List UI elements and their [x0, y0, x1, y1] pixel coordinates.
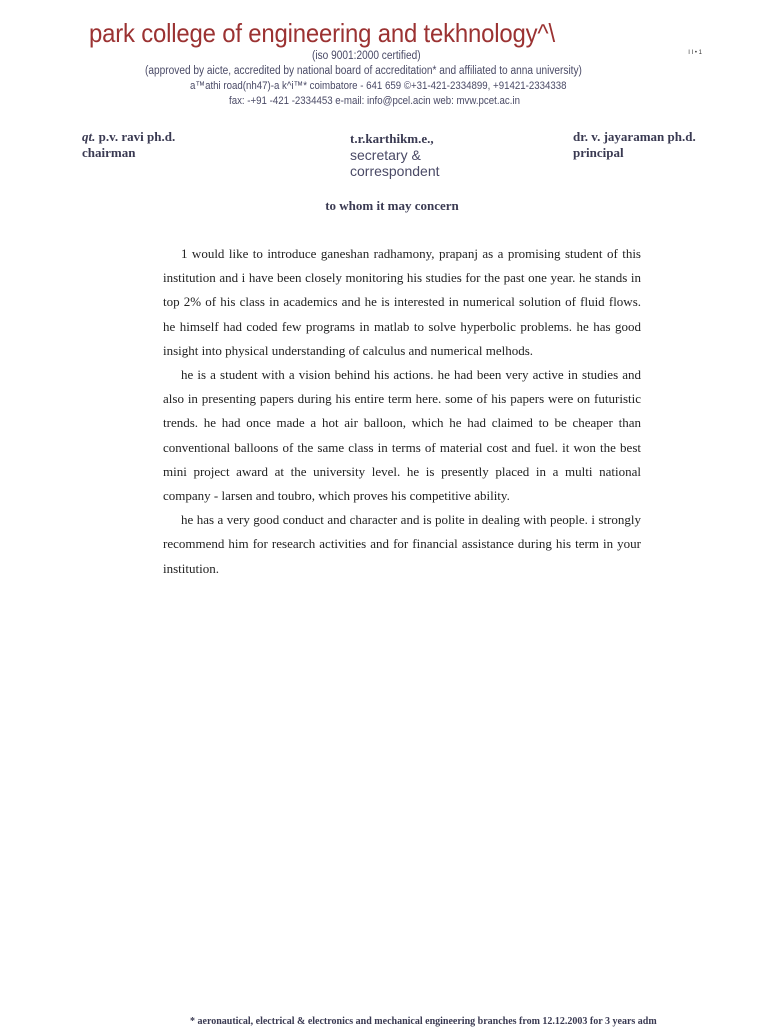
- principal-block: [573, 129, 696, 161]
- body-paragraph-2: he is a student with a vision behind his actions. he had been very active in studies and also in presenting papers during his entire term here. some of his papers were on futuristic trends. he had once made a hot air balloon, which he had claimed to be cheaper than conventional balloons of the same class in terms of material cost and fuel. it won the best mini project award at the university level. he is presently placed in a multi national company - larsen and toubro, which proves his competitive ability.: [163, 367, 641, 504]
- contact-line: fax: -+91 -421 -2334453 e-mail: info@pcel.acin web: mvw.pcet.ac.in: [229, 95, 520, 107]
- chairman-prefix: qt.: [82, 129, 96, 144]
- college-name: park college of engineering and tekhnology^\: [89, 18, 555, 48]
- letter-subject: to whom it may concern: [325, 198, 459, 213]
- chairman-role: chairman: [82, 145, 136, 160]
- chairman-name: [82, 129, 175, 145]
- address-line: a™athi road(nh47)-a k^i™* coimbatore - 641 659 ©+31-421-2334899, +91421-2334338: [190, 80, 567, 92]
- chairman-name-text: p.v. ravi ph.d.: [98, 129, 176, 144]
- body-paragraph-1: 1 would like to introduce ganeshan radhamony, prapanj as a promising student of this institution and i have been closely monitoring his studies for the past one year. he stands in top 2% of his class in academics and he is interested in numerical solution of fluid flows. he himself had coded few programs in matlab to solve hyperbolic problems. he has good insight into physical understanding of calculus and numerical melhods.: [163, 246, 641, 358]
- approval-line: (approved by aicte, accredited by national board of accreditation* and affiliated to anna university): [145, 65, 582, 77]
- secretary-name: t.r.karthikm.e.,: [350, 131, 434, 146]
- corner-mark: I I • 1: [688, 50, 702, 56]
- footer-note: * aeronautical, electrical & electronics and mechanical engineering branches from 12.12.2003 for 3 years adm: [190, 1016, 657, 1027]
- chairman-block: [82, 129, 175, 161]
- secretary-role-line1: secretary &: [350, 147, 421, 163]
- principal-name: dr. v. jayaraman ph.d.: [573, 129, 696, 144]
- certification-line: (iso 9001:2000 certified): [312, 50, 421, 62]
- principal-role: principal: [573, 145, 624, 160]
- secretary-block: [350, 131, 440, 179]
- letter-body: [163, 242, 641, 581]
- body-paragraph-3: he has a very good conduct and character and is polite in dealing with people. i strongly recommend him for research activities and for financial assistance during his term in your institution.: [163, 512, 641, 576]
- secretary-role-line2: correspondent: [350, 163, 440, 179]
